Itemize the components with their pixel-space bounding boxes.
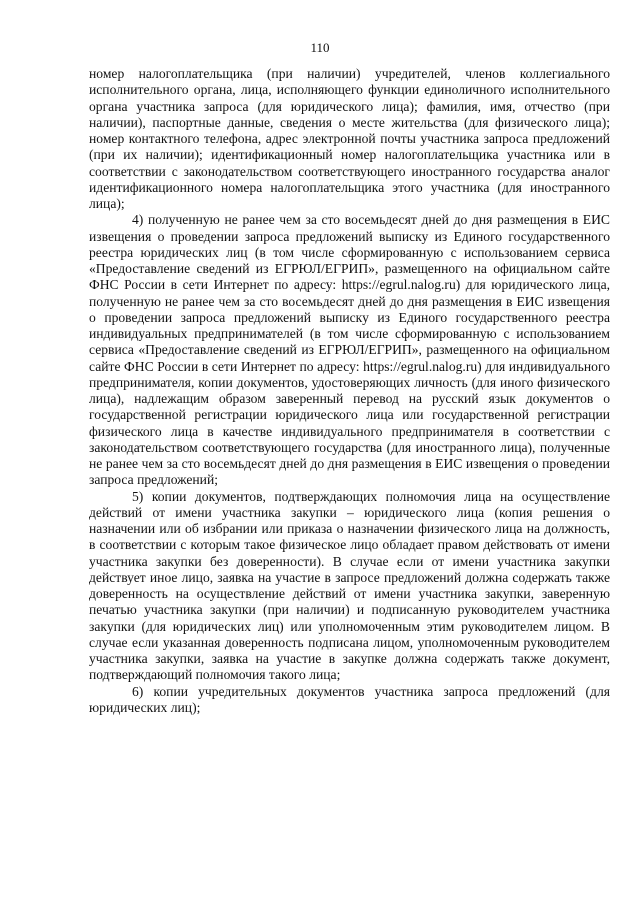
paragraph-item-6: 6) копии учредительных документов участника запроса предложений (для юридических лиц);	[89, 683, 610, 715]
paragraph-item-4: 4) полученную не ранее чем за сто восемьдесят дней до дня размещения в ЕИС извещения о проведении запроса предложений выписку из Единого государственного реестра юридических лиц (в том числе сформированную с использованием сервиса «Предоставление сведений из ЕГРЮЛ/ЕГРИП», размещенного на официальном сайте ФНС России в сети Интернет по адресу: https://egrul.nalog.ru) для юридического лица, полученную не ранее чем за сто восемьдесят дней до дня размещения в ЕИС извещения о проведении запроса предложений выписку из Единого государственного реестра индивидуальных предпринимателей (в том числе сформированную с использованием сервиса «Предоставление сведений из ЕГРЮЛ/ЕГРИП», размещенного на официальном сайте ФНС России в сети Интернет по адресу: https://egrul.nalog.ru) для индивидуального предпринимателя, копии документов, удостоверяющих личность (для иного физического лица), надлежащим образом заверенный перевод на русский язык документов о государственной регистрации юридического лица или государственной регистрации физического лица в качестве индивидуального предпринимателя в соответствии с законодательством соответствующего государства (для иностранного лица), полученные не ранее чем за сто восемьдесят дней до дня размещения в ЕИС извещения о проведении запроса предложений;	[89, 212, 610, 488]
paragraph-item-5: 5) копии документов, подтверждающих полномочия лица на осуществление действий от имени участника закупки – юридического лица (копия решения о назначении или об избрании или приказа о назначении физического лица на должность, в соответствии с которым такое физическое лицо обладает правом действовать от имени участника закупки без доверенности). В случае если от имени участника закупки действует иное лицо, заявка на участие в запросе предложений должна содержать также доверенность на осуществление действий от имени участника закупки, заверенную печатью участника закупки (при наличии) и подписанную руководителем участника закупки (для юридических лиц) или уполномоченным этим руководителем лицом. В случае если указанная доверенность подписана лицом, уполномоченным руководителем участника закупки, заявка на участие в закупке должна содержать также документ, подтверждающий полномочия такого лица;	[89, 488, 610, 683]
page-number: 110	[310, 40, 330, 55]
paragraph-continuation: номер налогоплательщика (при наличии) учредителей, членов коллегиального исполнительного органа, лица, исполняющего функции единоличного исполнительного органа участника запроса (для юридического лица); фамилия, имя, отчество (при наличии), паспортные данные, сведения о месте жительства (для физического лица); номер контактного телефона, адрес электронной почты участника запроса предложений (при их наличии); идентификационный номер налогоплательщика участника или в соответствии с законодательством соответствующего иностранного государства аналог идентификационного номера налогоплательщика этого участника (для иностранного лица);	[89, 66, 610, 211]
document-body	[89, 66, 610, 716]
